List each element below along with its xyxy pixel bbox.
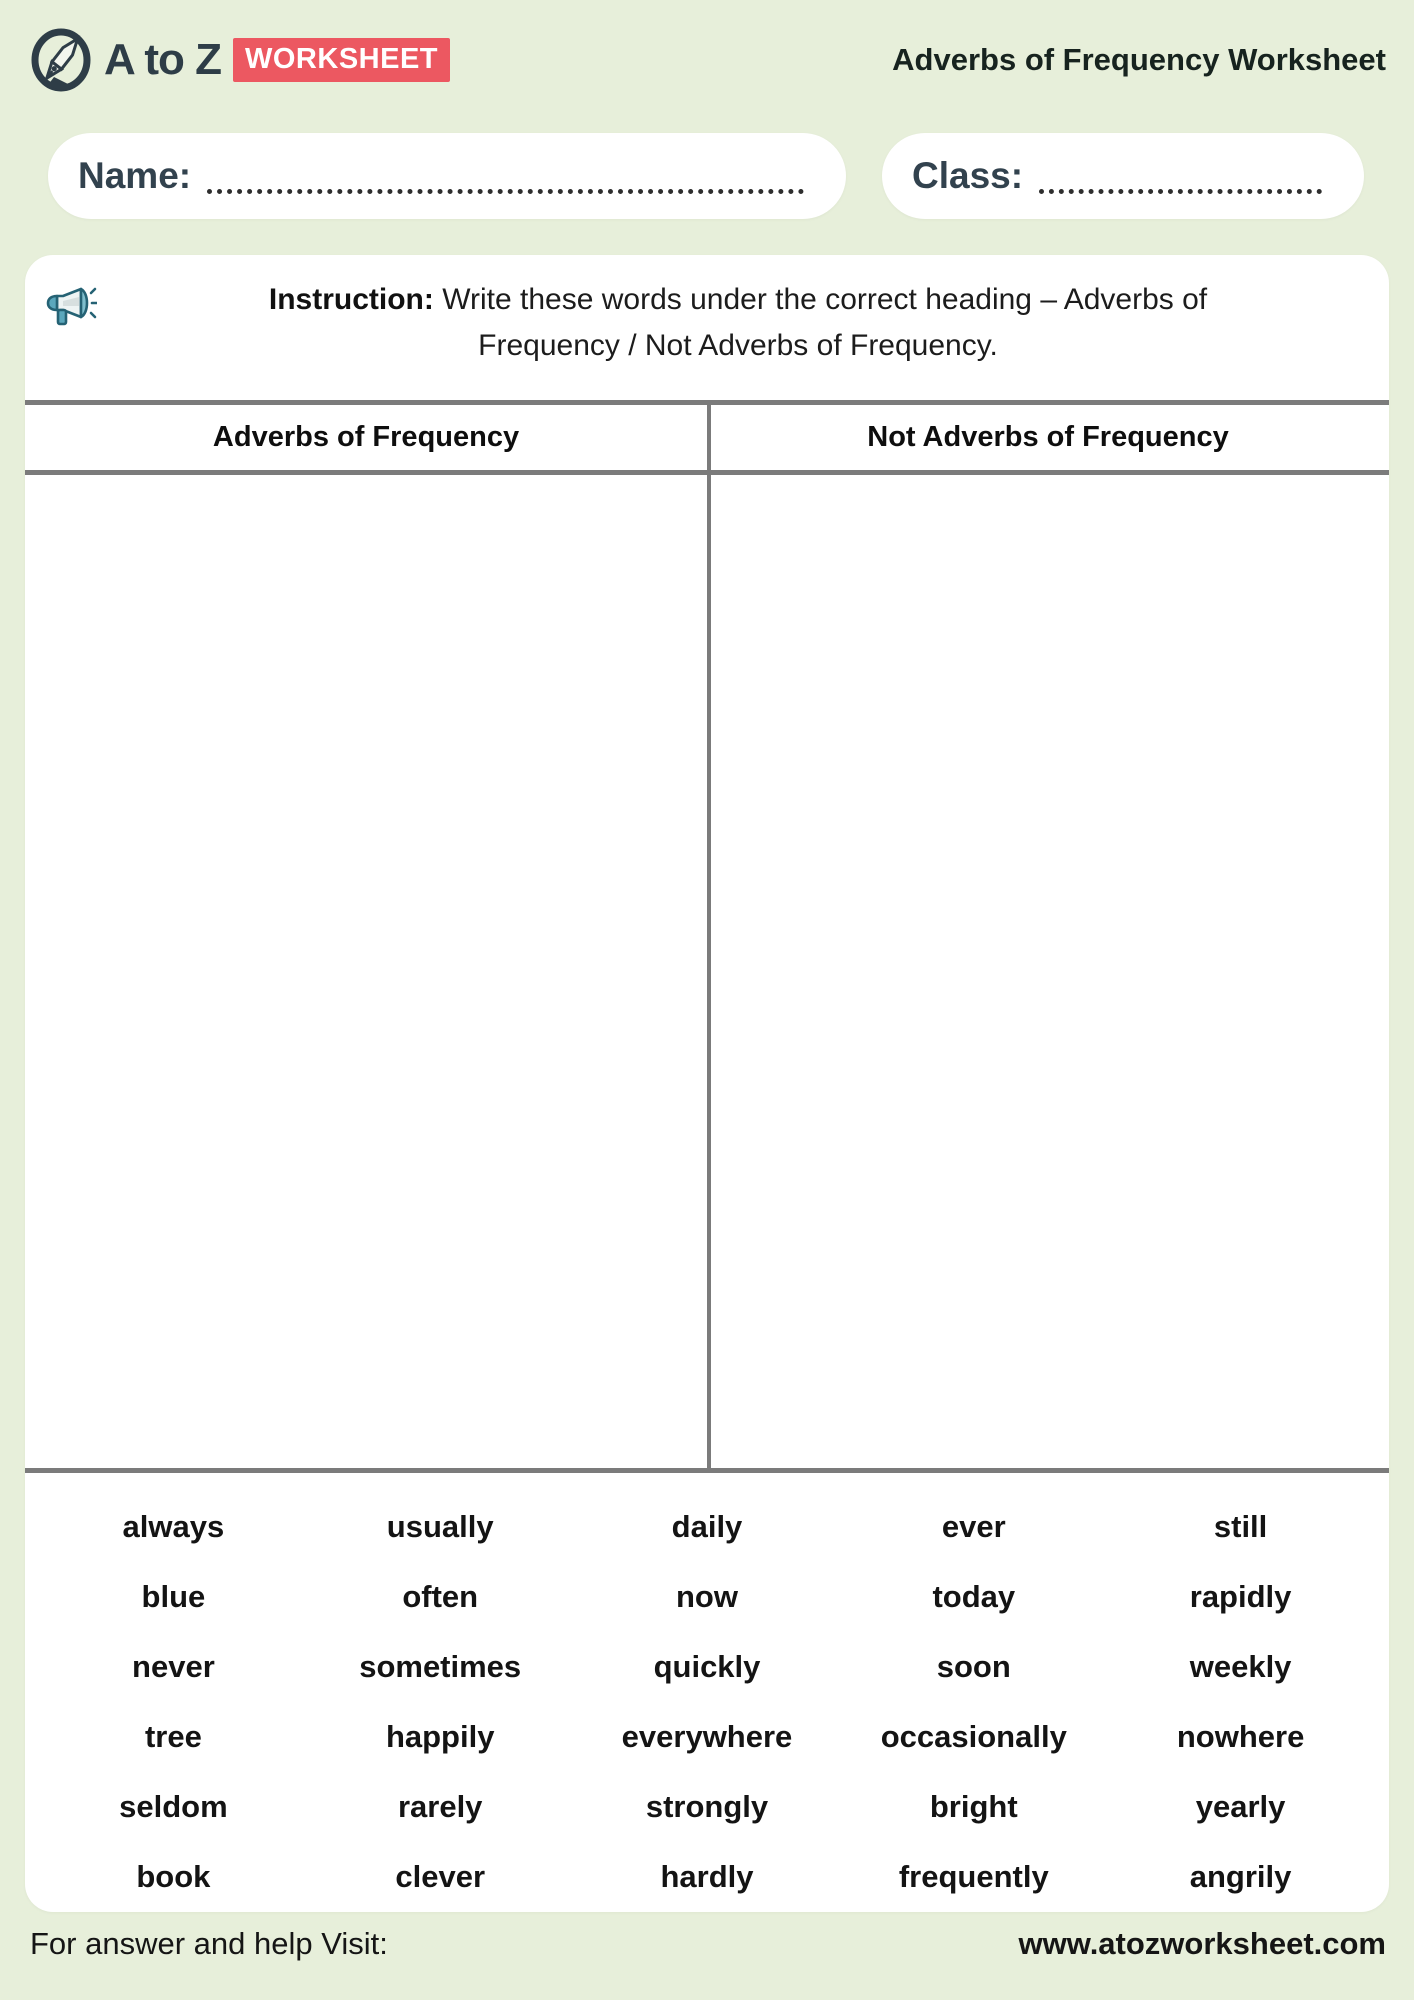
word-bank-item: always	[122, 1509, 225, 1544]
instruction-label: Instruction:	[268, 283, 434, 316]
word-bank-item: soon	[936, 1649, 1011, 1684]
column-header-not-adverbs: Not Adverbs of Frequency	[867, 421, 1229, 453]
brand	[30, 27, 450, 93]
page-title: Adverbs of Frequency Worksheet	[892, 42, 1386, 77]
word-bank-item: nowhere	[1176, 1719, 1305, 1754]
word-bank-item: frequently	[898, 1859, 1049, 1894]
footer-help-text: For answer and help Visit:	[30, 1926, 388, 1961]
word-bank-item: hardly	[660, 1859, 754, 1894]
instruction-text	[105, 277, 1371, 369]
word-bank-item: still	[1213, 1509, 1268, 1544]
top-bar	[30, 24, 1386, 96]
word-bank-item: ever	[941, 1509, 1006, 1544]
class-input-line[interactable]	[1039, 189, 1322, 194]
column-divider	[707, 400, 711, 1473]
brand-name: A to Z	[104, 35, 221, 84]
word-bank-item: book	[136, 1859, 211, 1894]
word-bank-item: yearly	[1195, 1789, 1286, 1824]
table-bottom-border	[25, 1468, 1389, 1473]
word-bank-item: daily	[671, 1509, 743, 1544]
pen-circle-icon	[30, 27, 92, 93]
name-input-line[interactable]	[207, 189, 804, 194]
word-bank-item: occasionally	[880, 1719, 1067, 1754]
class-field	[882, 133, 1364, 219]
word-bank-item: weekly	[1189, 1649, 1292, 1684]
worksheet-card	[25, 255, 1389, 1912]
word-bank-item: today	[932, 1579, 1016, 1614]
word-bank-item: strongly	[645, 1789, 769, 1824]
word-bank	[40, 1492, 1374, 1912]
brand-badge: WORKSHEET	[233, 38, 450, 82]
word-bank-item: tree	[144, 1719, 202, 1754]
word-bank-item: seldom	[119, 1789, 228, 1824]
instruction-line1: Write these words under the correct heading – Adverbs of	[442, 283, 1208, 316]
column-header-adverbs: Adverbs of Frequency	[212, 421, 520, 453]
adverbs-write-area[interactable]	[25, 475, 707, 1469]
word-bank-item: rapidly	[1189, 1579, 1292, 1614]
word-bank-item: never	[132, 1649, 215, 1684]
word-bank-item: now	[675, 1579, 738, 1614]
word-bank-item: happily	[385, 1719, 495, 1754]
word-bank-item: rarely	[397, 1789, 483, 1824]
instruction-block	[43, 277, 1371, 369]
footer-website-link[interactable]: www.atozworksheet.com	[1018, 1926, 1386, 1961]
word-bank-item: everywhere	[621, 1719, 793, 1754]
name-field	[48, 133, 846, 219]
instruction-line2: Frequency / Not Adverbs of Frequency.	[478, 329, 998, 362]
class-label: Class:	[912, 155, 1024, 196]
megaphone-icon	[43, 279, 97, 333]
word-bank-item: sometimes	[359, 1649, 522, 1684]
footer	[30, 1926, 1386, 1962]
word-bank-item: clever	[395, 1859, 486, 1894]
word-bank-item: bright	[929, 1789, 1018, 1824]
not-adverbs-write-area[interactable]	[707, 475, 1389, 1469]
word-bank-item: usually	[386, 1509, 494, 1544]
name-label: Name:	[78, 155, 192, 196]
word-bank-item: angrily	[1189, 1859, 1292, 1894]
word-bank-item: often	[402, 1579, 479, 1614]
word-bank-item: blue	[141, 1579, 206, 1614]
word-bank-item: quickly	[653, 1649, 761, 1684]
